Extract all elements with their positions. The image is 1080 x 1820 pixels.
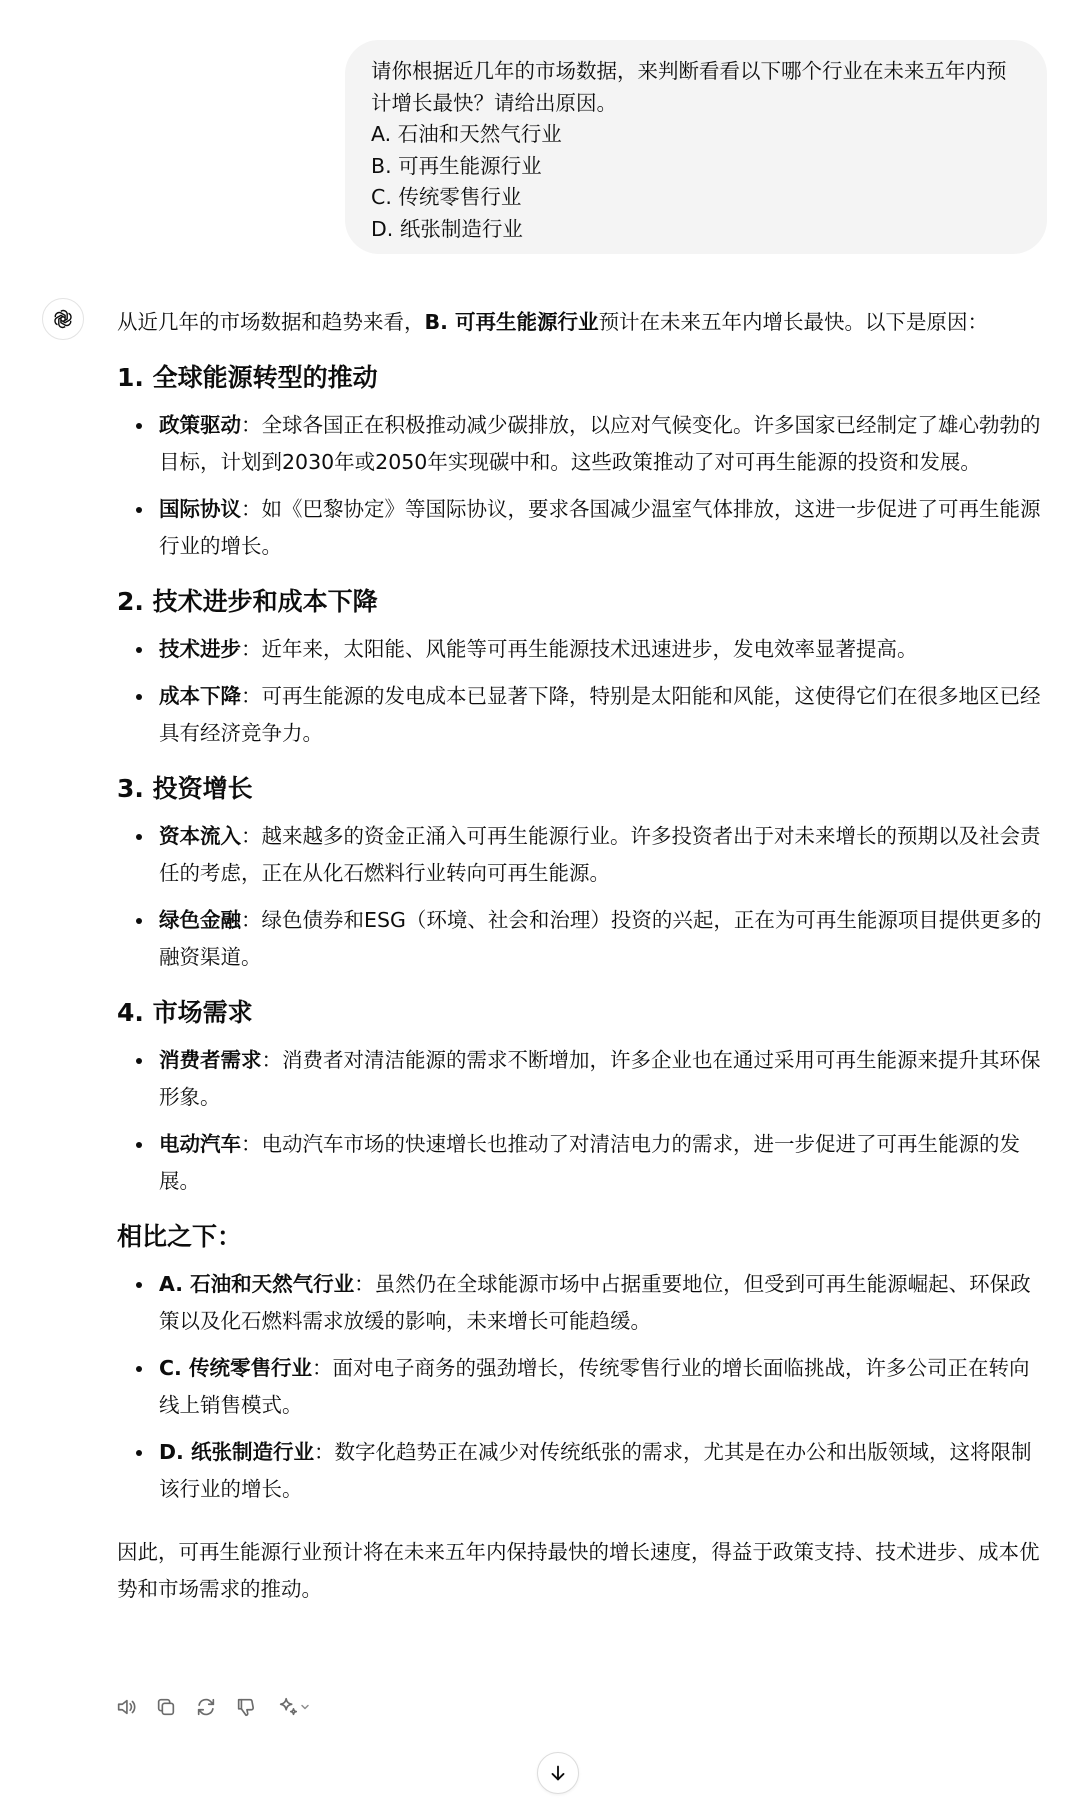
list-item-text: ：消费者对清洁能源的需求不断增加，许多企业也在通过采用可再生能源来提升其环保形象。: [159, 1048, 1041, 1109]
list-item-term: 国际协议: [159, 497, 241, 521]
list-item-text: ：虽然仍在全球能源市场中占据重要地位，但受到可再生能源崛起、环保政策以及化石燃料需求放缓的影响，未来增长可能趋缓。: [159, 1272, 1031, 1333]
conclusion-paragraph: 因此，可再生能源行业预计将在未来五年内保持最快的增长速度，得益于政策支持、技术进步、成本优势和市场需求的推动。: [117, 1540, 1040, 1601]
list-item-text: ：数字化趋势正在减少对传统纸张的需求，尤其是在办公和出版领域，这将限制该行业的增长。: [159, 1440, 1032, 1501]
list-item: [159, 491, 1047, 565]
list-item: [159, 1042, 1047, 1116]
list-item: [159, 1434, 1047, 1508]
bullet-list: [117, 1266, 1047, 1508]
user-message-line: A. 石油和天然气行业: [371, 122, 562, 146]
list-item-term: 成本下降: [159, 684, 241, 708]
intro-paragraph: 从近几年的市场数据和趋势来看，B. 可再生能源行业预计在未来五年内增长最快。以下是原因：: [117, 310, 989, 334]
section-heading: 相比之下：: [117, 1222, 243, 1251]
list-item-term: 技术进步: [159, 637, 241, 661]
section-heading: 1. 全球能源转型的推动: [117, 363, 378, 392]
list-item-term: D. 纸张制造行业: [159, 1440, 314, 1464]
list-item-text: ：近年来，太阳能、风能等可再生能源技术迅速进步，发电效率显著提高。: [241, 637, 918, 661]
section-heading: 4. 市场需求: [117, 998, 253, 1027]
arrow-down-icon: [547, 1762, 569, 1784]
bad-response-button[interactable]: [232, 1693, 260, 1721]
list-item: [159, 678, 1047, 752]
openai-logo-icon: [51, 307, 75, 331]
user-message-line: C. 传统零售行业: [371, 185, 522, 209]
list-item-text: ：绿色债券和ESG（环境、社会和治理）投资的兴起，正在为可再生能源项目提供更多的融资渠道。: [159, 908, 1042, 969]
copy-icon: [155, 1696, 177, 1718]
list-item-term: 消费者需求: [159, 1048, 262, 1072]
list-item: [159, 1126, 1047, 1200]
list-item-term: 政策驱动: [159, 413, 241, 437]
bullet-list: [117, 631, 1047, 752]
regenerate-button[interactable]: [192, 1693, 220, 1721]
reason-sections: [117, 361, 1047, 1508]
list-item-term: A. 石油和天然气行业: [159, 1272, 355, 1296]
bullet-list: [117, 818, 1047, 976]
assistant-message: [117, 304, 1047, 1608]
list-item-text: ：全球各国正在积极推动减少碳排放，以应对气候变化。许多国家已经制定了雄心勃勃的目标，计划到2030年或2050年实现碳中和。这些政策推动了对可再生能源的投资和发展。: [159, 413, 1041, 474]
list-item-text: ：电动汽车市场的快速增长也推动了对清洁电力的需求，进一步促进了可再生能源的发展。: [159, 1132, 1020, 1193]
list-item-text: ：越来越多的资金正涌入可再生能源行业。许多投资者出于对未来增长的预期以及社会责任的考虑，正在从化石燃料行业转向可再生能源。: [159, 824, 1041, 885]
section-heading: 3. 投资增长: [117, 774, 253, 803]
bullet-list: [117, 407, 1047, 565]
list-item-text: ：如《巴黎协定》等国际协议，要求各国减少温室气体排放，这进一步促进了可再生能源行业的增长。: [159, 497, 1041, 558]
user-message-line: 计增长最快？请给出原因。: [371, 90, 617, 115]
sparkle-icon: [277, 1696, 299, 1718]
scroll-to-bottom-button[interactable]: [537, 1752, 579, 1794]
list-item-text: ：可再生能源的发电成本已显著下降，特别是太阳能和风能，这使得它们在很多地区已经具有经济竞争力。: [159, 684, 1041, 745]
bullet-list: [117, 1042, 1047, 1200]
speaker-icon: [115, 1696, 137, 1718]
regenerate-icon: [195, 1696, 217, 1718]
list-item: [159, 902, 1047, 976]
list-item: [159, 818, 1047, 892]
list-item: [159, 631, 1047, 668]
chevron-down-icon: [299, 1701, 311, 1713]
section-heading: 2. 技术进步和成本下降: [117, 587, 378, 616]
intro-answer: B. 可再生能源行业: [424, 310, 599, 334]
list-item: [159, 1266, 1047, 1340]
change-model-button[interactable]: [272, 1693, 316, 1721]
list-item-term: 绿色金融: [159, 908, 241, 932]
assistant-avatar: [42, 298, 84, 340]
thumbs-down-icon: [235, 1696, 257, 1718]
list-item-term: 资本流入: [159, 824, 241, 848]
list-item-term: 电动汽车: [159, 1132, 241, 1156]
message-actions: [112, 1690, 316, 1724]
list-item: [159, 1350, 1047, 1424]
user-message-line: 请你根据近几年的市场数据，来判断看看以下哪个行业在未来五年内预: [371, 59, 1007, 83]
list-item-text: ：面对电子商务的强劲增长，传统零售行业的增长面临挑战，许多公司正在转向线上销售模式。: [159, 1356, 1030, 1417]
read-aloud-button[interactable]: [112, 1693, 140, 1721]
list-item: [159, 407, 1047, 481]
user-message-line: B. 可再生能源行业: [371, 153, 542, 178]
user-message-line: D. 纸张制造行业: [371, 216, 523, 241]
user-message-bubble: [345, 40, 1047, 254]
list-item-term: C. 传统零售行业: [159, 1356, 312, 1380]
copy-button[interactable]: [152, 1693, 180, 1721]
